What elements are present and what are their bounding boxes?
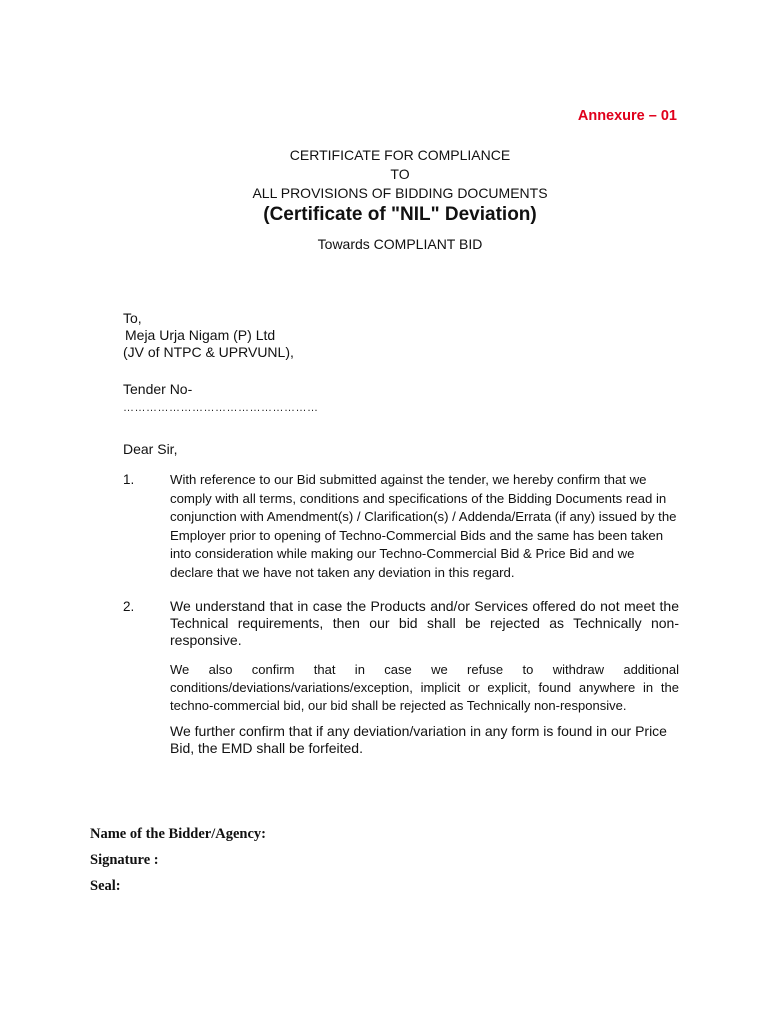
address-line-1: Meja Urja Nigam (P) Ltd [125, 327, 276, 343]
title-line-3: ALL PROVISIONS OF BIDDING DOCUMENTS [252, 185, 548, 201]
clause-1 [123, 471, 679, 582]
signature-label: Signature : [90, 852, 159, 868]
clause-text: With reference to our Bid submitted against the tender, we hereby confirm that we comply with all terms, conditions and specifications of the Bidding Documents read in conjunction with Amendment(s) / Clarification(s) / Addenda/Errata (if any) issued by the Employer prior to opening of Techno-Commercial Bids and the same has been taken into consideration while making our Techno-Commercial Bid & Price Bid and we declare that we have not taken any deviation in this regard. [170, 472, 677, 580]
annexure-label: Annexure – 01 [577, 108, 677, 124]
clause-2-paragraph-2: We also confirm that in case we refuse to withdraw additional conditions/deviations/variations/exception, implicit or explicit, found anywhere in the techno-commercial bid, our bid shall be rejected as Technically non-responsive. [170, 662, 679, 713]
salutation: Dear Sir, [123, 441, 178, 457]
tender-label: Tender No- [123, 381, 193, 397]
address-line-2: (JV of NTPC & UPRVUNL), [123, 344, 294, 360]
clause-2 [123, 598, 679, 757]
tender-number [123, 380, 319, 417]
title-subtitle: Towards COMPLIANT BID [317, 236, 483, 252]
bidder-name-label: Name of the Bidder/Agency: [90, 826, 266, 842]
signature-block [90, 826, 266, 904]
clause-number: 2. [123, 599, 135, 614]
title-line-1: CERTIFICATE FOR COMPLIANCE [289, 147, 511, 163]
seal-label: Seal: [90, 878, 121, 894]
clause-number: 1. [123, 472, 135, 487]
title-block [0, 146, 768, 254]
clause-text: We understand that in case the Products and/or Services offered do not meet the Technical requirements, then our bid shall be rejected as Technically non-responsive. [170, 598, 679, 648]
clause-2-paragraph-3: We further confirm that if any deviation/variation in any form is found in our Price Bid, the EMD shall be forfeited. [170, 723, 667, 756]
title-line-2: TO [390, 166, 410, 182]
address-to: To, [123, 310, 142, 326]
tender-dots: …………………………………………… [123, 402, 319, 414]
certificate-heading: (Certificate of "NIL" Deviation) [263, 204, 537, 225]
recipient-address [123, 310, 294, 361]
